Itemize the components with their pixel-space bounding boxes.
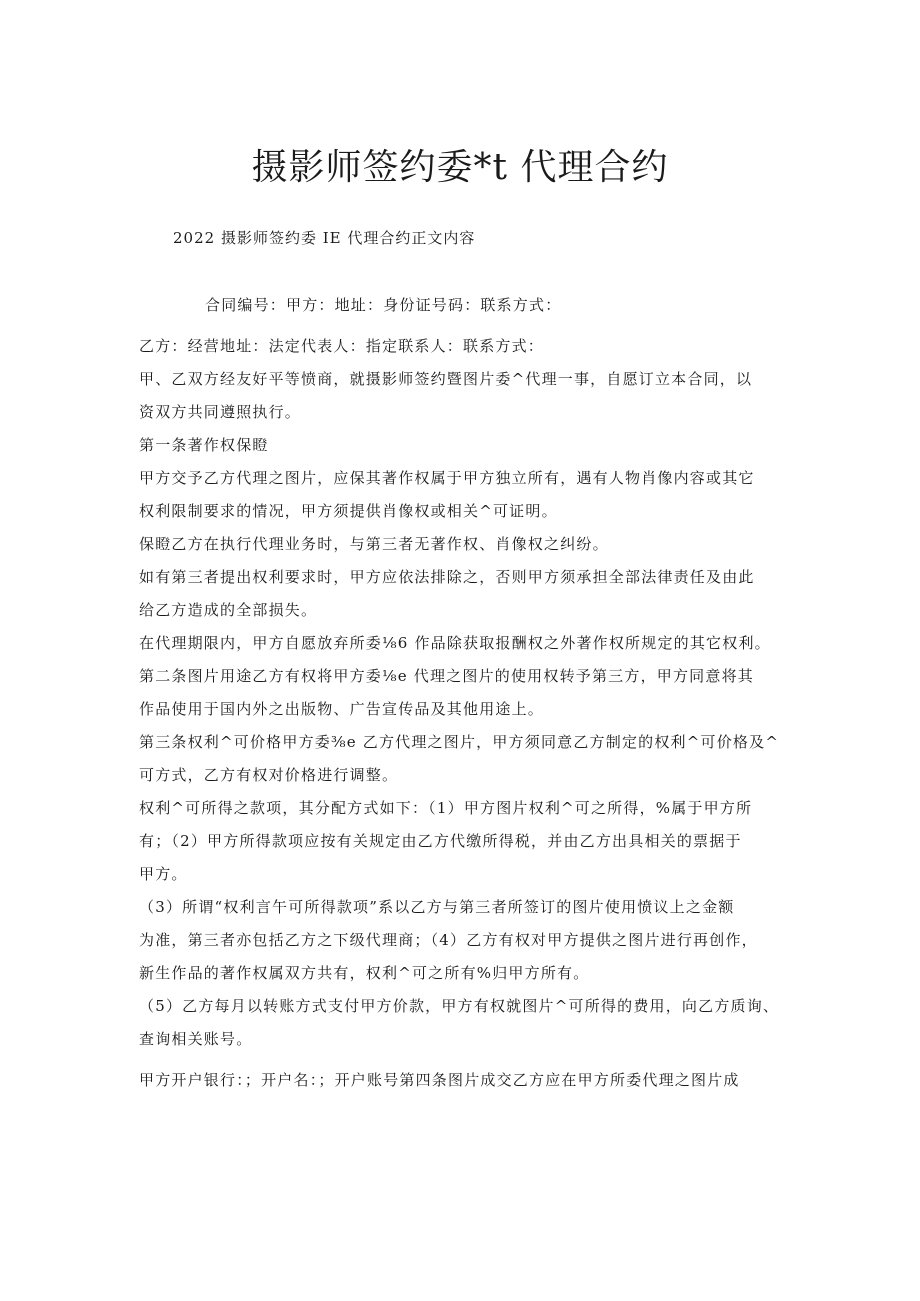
- document-body: [139, 295, 799, 1103]
- text-line: 如有第三者提出权利要求时，甲方应依法排除之，否则甲方须承担全部法律责任及由此: [139, 568, 755, 586]
- text-line: 作品使用于国内外之出版物、广告宣传品及其他用途上。: [139, 700, 545, 718]
- text-line: 有；（2）甲方所得款项应按有关规定由乙方代缴所得税，并由乙方出具相关的票据于: [139, 832, 742, 850]
- text-line: 甲方。: [139, 865, 188, 883]
- text-line: 甲、乙双方经友好平等愤商，就摄影师签约暨图片委^代理一事，自愿订立本合同，以: [139, 370, 753, 388]
- text-line-article-3: 第三条权利^可价格甲方委⅜e 乙方代理之图片，甲方须同意乙方制定的权利^可价格及^: [139, 733, 780, 751]
- text-line: （3）所谓“权利言午可所得款项”系以乙方与第三者所签订的图片使用愤议上之金额: [139, 898, 735, 916]
- text-line: 查询相关账号。: [139, 1030, 253, 1048]
- text-line: （5）乙方每月以转账方式支付甲方价款，甲方有权就图片^可所得的费用，向乙方质询、: [139, 997, 780, 1015]
- text-line-bank-account: 甲方开户银行：；开户名：；开户账号第四条图片成交乙方应在甲方所委代理之图片成: [139, 1071, 740, 1089]
- text-line: 甲方交予乙方代理之图片，应保其著作权属于甲方独立所有，遇有人物肖像内容或其它: [139, 469, 755, 487]
- text-line: 权利^可所得之款项，其分配方式如下：（1）甲方图片权利^可之所得，%属于甲方所: [139, 799, 753, 817]
- text-line: 保瞪乙方在执行代理业务时，与第三者无著作权、肖像权之纠纷。: [139, 535, 609, 553]
- text-line: 给乙方造成的全部损失。: [139, 601, 318, 619]
- document-title: 摄影师签约委*t 代理合约: [251, 147, 669, 188]
- text-line: 新生作品的著作权属双方共有，权利^可之所有%归甲方所有。: [139, 964, 590, 982]
- text-line: 资双方共同遵照执行。: [139, 403, 302, 421]
- section-heading-article-1: 第一条著作权保瞪: [139, 436, 269, 454]
- text-line: 在代理期限内，甲方自愿放弃所委⅛6 作品除获取报酬权之外著作权所规定的其它权利。: [139, 634, 771, 652]
- text-line-contract-parties-b: 乙方：经营地址：法定代表人：指定联系人：联系方式：: [139, 337, 545, 355]
- text-line: 为准，第三者亦包括乙方之下级代理商；（4）乙方有权对甲方提供之图片进行再创作，: [139, 931, 758, 949]
- text-line: 可方式，乙方有权对价格进行调整。: [139, 766, 399, 784]
- text-line: 权利限制要求的情况，甲方须提供肖像权或相关^可证明。: [139, 502, 558, 520]
- text-line-contract-parties-a: 合同编号：甲方：地址：身份证号码：联系方式：: [205, 296, 562, 314]
- text-line-article-2: 第二条图片用途乙方有权将甲方委⅛e 代理之图片的使用权转予第三方，甲方同意将其: [139, 667, 754, 685]
- document-subtitle: 2022 摄影师签约委 IE 代理合约正文内容: [173, 229, 476, 247]
